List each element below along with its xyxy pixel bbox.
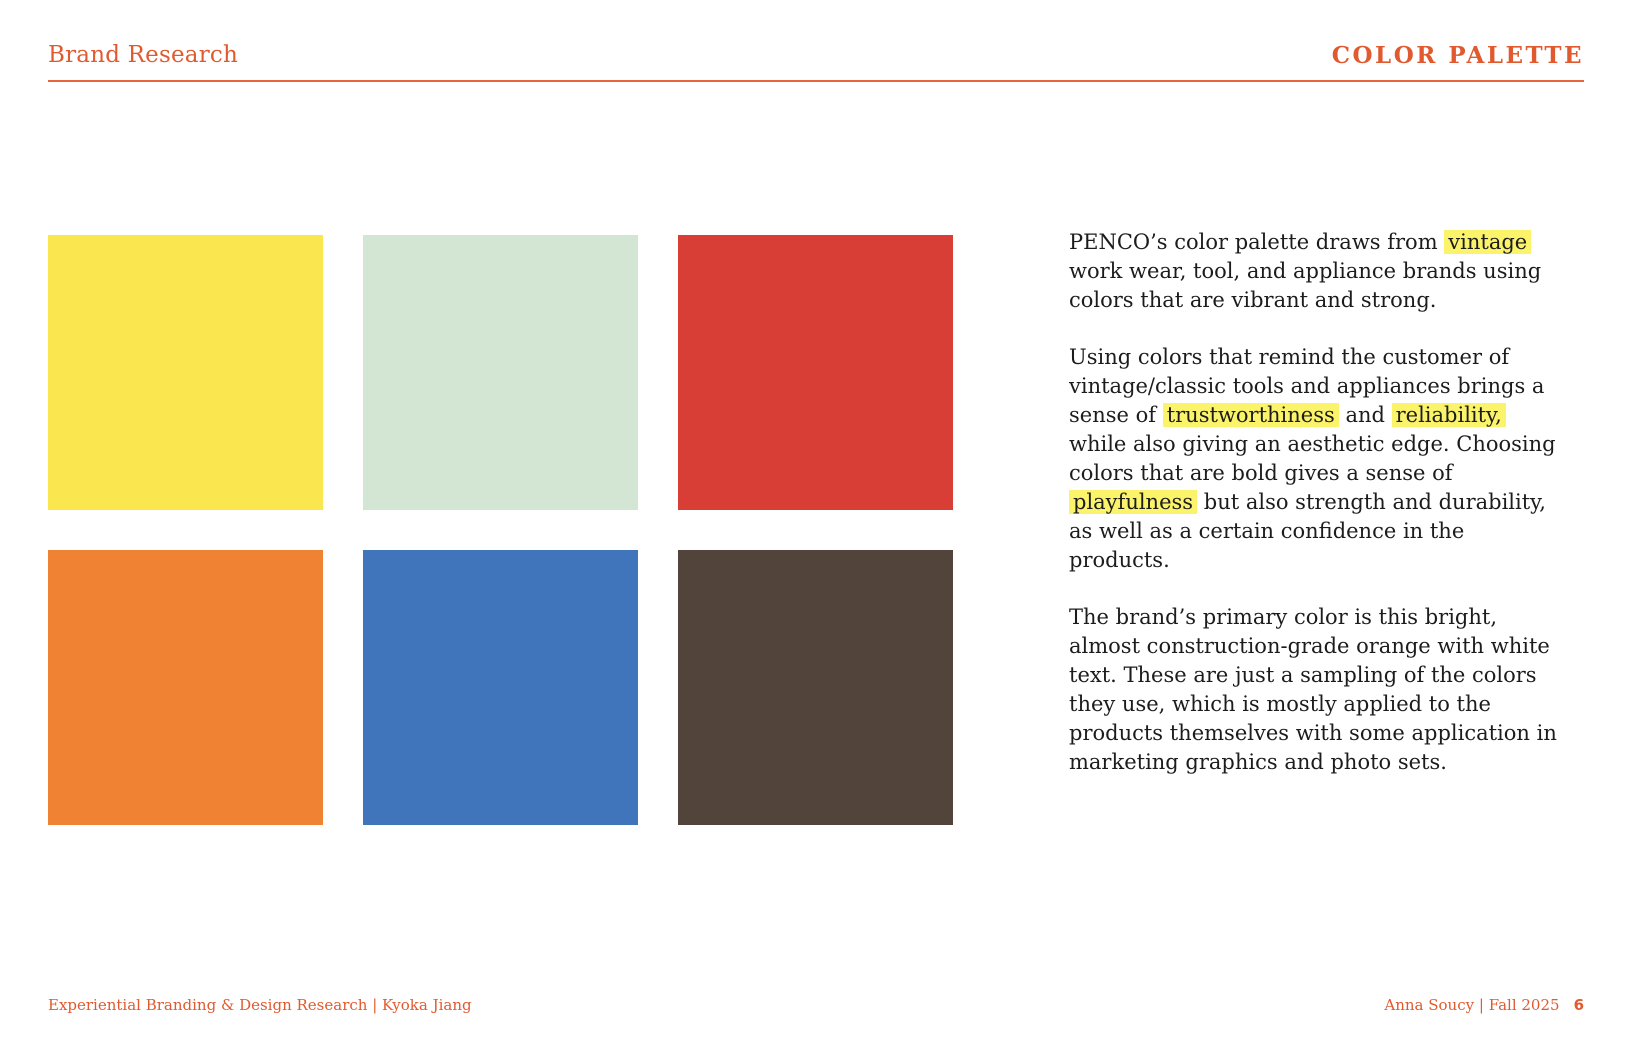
swatch-red — [678, 235, 953, 510]
paragraph-3: The brand’s primary color is this bright, almost construction-grade orange with white text. These are just a sampling of the colors they use, which is mostly applied to the products themselves with some application in marketing graphics and photo sets. — [1069, 605, 1557, 774]
page-header — [48, 40, 1584, 82]
footer-author — [1384, 996, 1584, 1014]
palette-description — [1069, 228, 1569, 805]
highlight-trustworthiness: trustworthiness — [1163, 403, 1339, 427]
paragraph-1: PENCO’s color palette draws from vintage work wear, tool, and appliance brands using colors that are vibrant and strong. — [1069, 230, 1542, 312]
swatch-brown — [678, 550, 953, 825]
page-title: COLOR PALETTE — [1331, 42, 1584, 69]
footer-credit: Experiential Branding & Design Research | Kyoka Jiang — [48, 996, 472, 1014]
page-number: 6 — [1573, 996, 1584, 1014]
highlight-vintage: vintage — [1444, 230, 1531, 254]
highlight-reliability: reliability, — [1392, 403, 1506, 427]
footer-author-text: Anna Soucy | Fall 2025 — [1384, 996, 1560, 1014]
section-label: Brand Research — [48, 42, 239, 68]
swatch-orange — [48, 550, 323, 825]
color-palette-grid — [48, 235, 953, 825]
highlight-playfulness: playfulness — [1069, 490, 1197, 514]
paragraph-2: Using colors that remind the customer of vintage/classic tools and appliances brings a sense of trustworthiness and reliability, while also giving an aesthetic edge. Choosing colors that are bold gives a sense of playfulness but also strength and durability, as well as a certain confidence in the products. — [1069, 345, 1556, 572]
swatch-mint — [363, 235, 638, 510]
swatch-blue — [363, 550, 638, 825]
swatch-yellow — [48, 235, 323, 510]
